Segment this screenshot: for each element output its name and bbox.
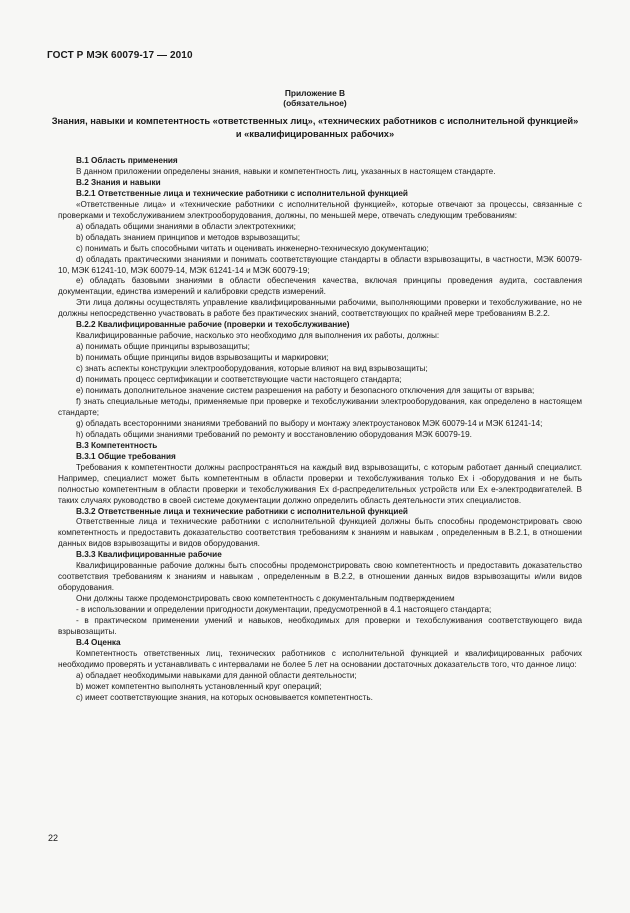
paragraph: Эти лица должны осуществлять управление квалифицированными рабочими, выполняющими проверки и техобслуживание, но не должны непосредственно участвовать в работе без практических знаний, соответствующих по крайней мере требованиям В.2.2. — [58, 298, 582, 319]
paragraph: b) понимать общие принципы видов взрывозащиты и маркировки; — [76, 353, 329, 363]
paragraph: a) обладает необходимыми навыками для данной области деятельности; — [76, 670, 357, 680]
paragraph: Требования к компетентности должны распространяться на каждый вид взрывозащиты, с которым работает данный специалист. Например, специалист может быть компетентным в области проверки и техобслуживания только Ex i -оборудования и не быть полностью компетентным в области проверки и техобслуживания Ex d-распределительных устройств или Ex e-электродвигателей. В таких случаях руководство в своей системе документации должно определить область деятельности этих специалистов. — [58, 462, 582, 505]
paragraph: b) может компетентно выполнять установленный круг операций; — [76, 681, 322, 691]
paragraph: f) знать специальные методы, применяемые при проверке и техобслуживании электрооборудования, как определено в настоящем стандарте; — [58, 396, 582, 417]
paragraph: В данном приложении определены знания, навыки и компетентность лиц, указанных в настоящем стандарте. — [76, 166, 496, 176]
paragraph: g) обладать всесторонними знаниями требований по выбору и монтажу электроустановок МЭК 60079-14 и МЭК 61241-14; — [76, 418, 543, 428]
appendix-title: Знания, навыки и компетентность «ответственных лиц», «технических работников с исполнительной функцией» и «квалифицированных рабочих» — [51, 116, 579, 139]
section-heading: В.4 Оценка — [76, 637, 121, 647]
paragraph: e) обладать базовыми знаниями в области обеспечения качества, включая принципы проведения аудита, составления документации, единства измерений и калибровки средств измерений. — [58, 276, 582, 297]
paragraph: c) знать аспекты конструкции электрооборудования, которые влияют на вид взрывозащиты; — [76, 364, 428, 374]
document-header: ГОСТ Р МЭК 60079-17 — 2010 — [47, 50, 193, 61]
paragraph: d) понимать процесс сертификации и соответствующие части настоящего стандарта; — [76, 375, 402, 385]
paragraph: Квалифицированные рабочие, насколько это необходимо для выполнения их работы, должны: — [76, 331, 440, 341]
paragraph: d) обладать практическими знаниями и понимать соответствующие стандарты в области взрывозащиты, в частности, МЭК 60079-10, МЭК 61241-10, МЭК 60079-14, МЭК 61241-14 и МЭК 60079-19; — [58, 254, 582, 275]
paragraph: Они должны также продемонстрировать свою компетентность с документальным подтверждением — [76, 594, 455, 604]
section-heading: В.3 Компетентность — [76, 440, 158, 450]
paragraph: c) имеет соответствующие знания, на которых основывается компетентность. — [76, 692, 373, 702]
paragraph: a) понимать общие принципы взрывозащиты; — [76, 342, 250, 352]
paragraph: «Ответственные лица» и «технические работники с исполнительной функцией», которые отвечают за процессы, связанные с проверками и техобслуживанием электрооборудования, должны, по меньшей мере, отвечать следующим требованиям: — [58, 199, 582, 220]
paragraph: e) понимать дополнительное значение систем разрешения на работу и безопасного отключения для защиты от взрыва; — [76, 386, 535, 396]
section-heading: В.1 Область применения — [76, 156, 178, 165]
paragraph: Квалифицированные рабочие должны быть способны продемонстрировать свою компетентность и предоставить доказательство соответствия требованиям к знаниям и навыкам , определенным в В.2.2, в отношении данных видов взрывозащиты и/или видов оборудования. — [58, 561, 582, 593]
section-heading: В.2.1 Ответственные лица и технические работники с исполнительной функцией — [76, 188, 408, 198]
section-heading: В.3.2 Ответственные лица и технические работники с исполнительной функцией — [76, 506, 408, 516]
paragraph: a) обладать общими знаниями в области электротехники; — [76, 221, 296, 231]
paragraph: h) обладать общими знаниями требований по ремонту и восстановлению оборудования МЭК 60079-19. — [76, 429, 472, 439]
document-body — [58, 156, 582, 704]
page-number: 22 — [48, 833, 59, 843]
section-heading: В.3.1 Общие требования — [76, 451, 176, 461]
paragraph: Ответственные лица и технические работники с исполнительной функцией должны быть способны продемонстрировать свою компетентность и предоставить доказательство соответствия требованиям к знаниям и навыкам , определенным в В.2.1, в отношении данных видов взрывозащиты и видов оборудования. — [58, 517, 582, 549]
paragraph: b) обладать знанием принципов и методов взрывозащиты; — [76, 232, 300, 242]
section-heading: В.2 Знания и навыки — [76, 177, 161, 187]
paragraph: c) понимать и быть способными читать и оценивать инженерно-техническую документацию; — [76, 243, 429, 253]
paragraph: - в использовании и определении пригодности документации, предусмотренной в 4.1 настоящего стандарта; — [76, 605, 492, 615]
section-heading: В.3.3 Квалифицированные рабочие — [76, 550, 222, 560]
paragraph: Компетентность ответственных лиц, технических работников с исполнительной функцией и квалифицированных рабочих необходимо проверять и устанавливать с интервалами не более 5 лет на основании достаточных доказательств того, что данное лицо: — [58, 648, 582, 669]
paragraph: - в практическом применении умений и навыков, необходимых для проверки и техобслуживания соответствующего вида взрывозащиты. — [58, 616, 582, 636]
appendix-label: Приложение В — [284, 88, 346, 98]
appendix-status: (обязательное) — [283, 98, 347, 108]
section-heading: В.2.2 Квалифицированные рабочие (проверки и техобслуживание) — [76, 320, 350, 330]
